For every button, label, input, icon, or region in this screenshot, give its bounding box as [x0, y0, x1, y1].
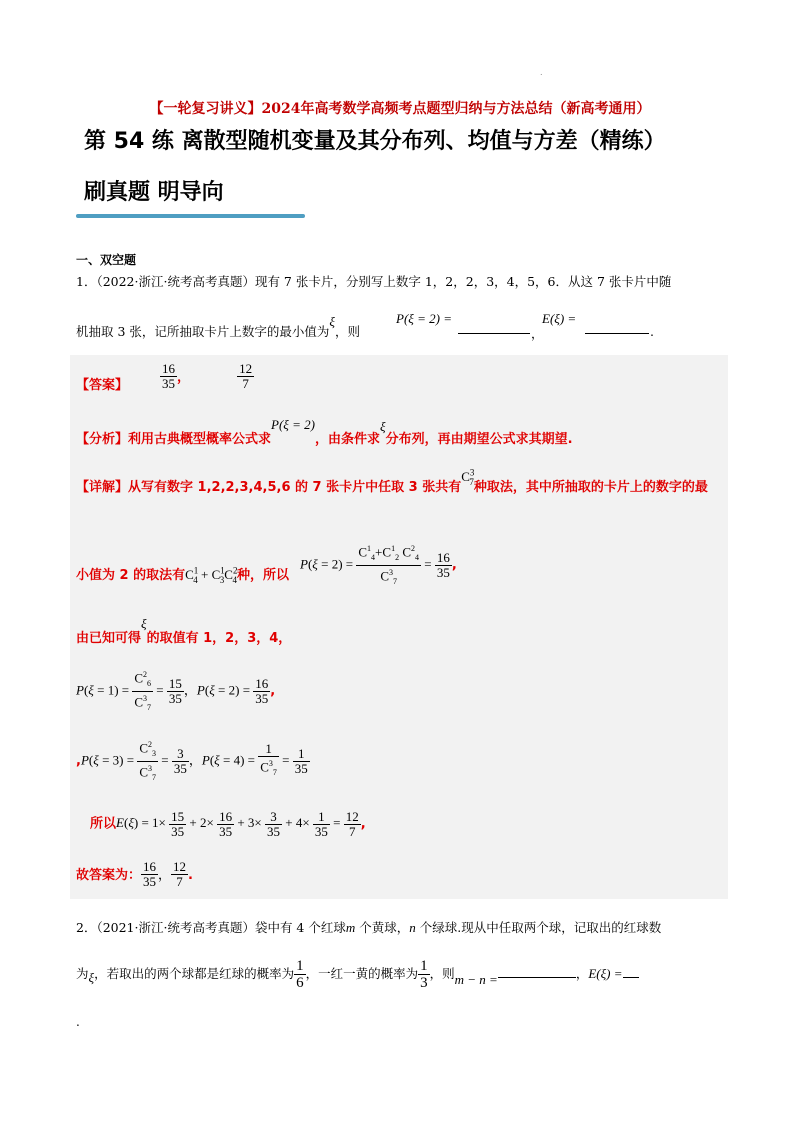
- detail-p2-formula: P(ξ = 2) = $\frac{C^1_4+C^1_2 C^2_4}{C^3_7}$ = $\frac{16}{35}$ ,: [300, 544, 457, 586]
- q2-line2: 为ξ，若取出的两个球都是红球的概率为 $\frac{1}{6}$ ，一红一黄的概率为 $\frac{1}{3}$ ，则m − n = ，E(ξ) =: [76, 958, 639, 991]
- q1-period: .: [650, 324, 654, 339]
- page-title: 第 54 练 离散型随机变量及其分布列、均值与方差（精练）: [84, 129, 666, 154]
- q1-blank-1[interactable]: [458, 333, 530, 334]
- q1-p-expr: P(ξ = 2) =: [396, 311, 452, 326]
- detail-line2: 小值为 2 的取法有$C^1_4 + C^1_3C^2_4$种，所以: [76, 565, 289, 585]
- answer-label: 【答案】: [76, 378, 129, 393]
- section-heading: 一、双空题: [76, 253, 137, 267]
- q1-comma: ，: [531, 326, 544, 341]
- doc-header: 【一轮复习讲义】2024年高考数学高频考点题型归纳与方法总结（新高考通用）: [149, 101, 651, 117]
- page-subtitle: 刷真题 明导向: [84, 180, 224, 205]
- end-dot: .: [76, 1015, 80, 1029]
- analysis-line: 【分析】利用古典概型概率公式求P(ξ = 2)，由条件求ξ分布列，再由期望公式求其期望.: [76, 417, 573, 447]
- formula-p3-p4: ,P(ξ = 3) = $\frac{C^2_3}{C^3_7}$ = $\frac{3}{35}$ ，P(ξ = 4) = $\frac{1}{C^3_7}$ = $\frac{1}{35}$: [76, 740, 308, 782]
- q2-blank-2[interactable]: [623, 976, 639, 978]
- q2-blank-1[interactable]: [498, 976, 576, 978]
- q1-e-expr: E(ξ) =: [542, 311, 577, 326]
- answer-values: $\frac{16}{35}$ ， $\frac{12}{7}$: [162, 361, 253, 391]
- expectation-formula: 所以E(ξ) = 1× $\frac{15}{35}$ + 2× $\frac{16}{35}$ + 3× $\frac{3}{35}$ + 4× $\frac{1}{35}$ = $\frac{12}{7}$ ,: [90, 809, 366, 839]
- detail-line1: 【详解】从写有数字 1,2,2,3,4,5,6 的 7 张卡片中任取 3 张共有$C^3_7$种取法，其中所抽取的卡片上的数字的最: [76, 467, 708, 495]
- final-answer: 故答案为： $\frac{16}{35}$ ， $\frac{12}{7}$ .: [76, 859, 193, 889]
- q1-blank-2[interactable]: [585, 333, 649, 334]
- q1-line2: 机抽取 3 张，记所抽取卡片上数字的最小值为ξ，则: [76, 314, 360, 339]
- detail-line3: 由已知可得ξ的取值有 1，2，3，4，: [76, 616, 292, 646]
- title-underline: [76, 214, 305, 218]
- page-dot: .: [540, 68, 543, 77]
- q2-line1: 2．（2021·浙江·统考高考真题）袋中有 4 个红球m 个黄球，n 个绿球.现从中任取两个球，记取出的红球数: [76, 920, 662, 935]
- formula-p1-p2: P(ξ = 1) = $\frac{C^2_6}{C^3_7}$ = $\frac{15}{35}$ ，P(ξ = 2) = $\frac{16}{35}$ ,: [76, 670, 276, 712]
- q1-line1: 1．（2022·浙江·统考高考真题）现有 7 张卡片，分别写上数字 1，2，2，3，4，5，6．从这 7 张卡片中随: [76, 274, 672, 289]
